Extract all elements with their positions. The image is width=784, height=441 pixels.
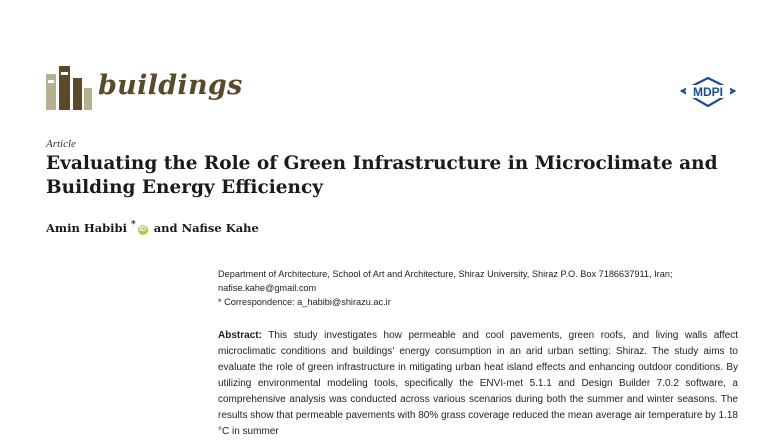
publisher-logo-text: MDPI xyxy=(693,85,723,99)
author-name[interactable]: Amin Habibi xyxy=(46,220,127,235)
author-connector: and xyxy=(153,220,178,235)
correspondence-line: * Correspondence: a_habibi@shirazu.ac.ir xyxy=(218,297,391,307)
author-email[interactable]: nafise.kahe@gmail.com xyxy=(218,283,317,293)
journal-name: buildings xyxy=(98,70,243,101)
abstract-text: This study investigates how permeable and cool pavements, green roofs, and living walls affect microclimatic conditions and buildings’ energy consumption in an arid urban setting: Shiraz. The study aims to evaluate the role of green infrastructure in mitigating urban heat island effects and enhancing outdoor conditions. By utilizing environmental modeling tools, specifically the ENVI-met 5.1.1 and Design Builder 7.0.2 software, a comprehensive analysis was conducted across various scenarios during both the summer and winter seasons. The results show that permeable pavements with 80% grass coverage reduced the mean average air temperature by 1.18 °C in summer xyxy=(218,330,738,437)
affiliation: Department of Architecture, School of Art and Architecture, Shiraz University, Shiraz P.O. Box 7186637911, Iran; xyxy=(218,269,673,279)
abstract xyxy=(218,328,738,440)
buildings-journal-logo-icon xyxy=(46,66,92,110)
mdpi-logo-icon xyxy=(680,77,736,107)
author-name[interactable]: Nafise Kahe xyxy=(181,220,259,235)
abstract-label: Abstract: xyxy=(218,330,262,341)
article-type: Article xyxy=(46,138,76,150)
corresponding-author-mark: * xyxy=(130,220,136,230)
paper-title: Evaluating the Role of Green Infrastructure in Microclimate and Building Energy Efficiency xyxy=(46,153,718,198)
author-list xyxy=(46,220,259,235)
orcid-icon[interactable]: iD xyxy=(139,225,147,233)
